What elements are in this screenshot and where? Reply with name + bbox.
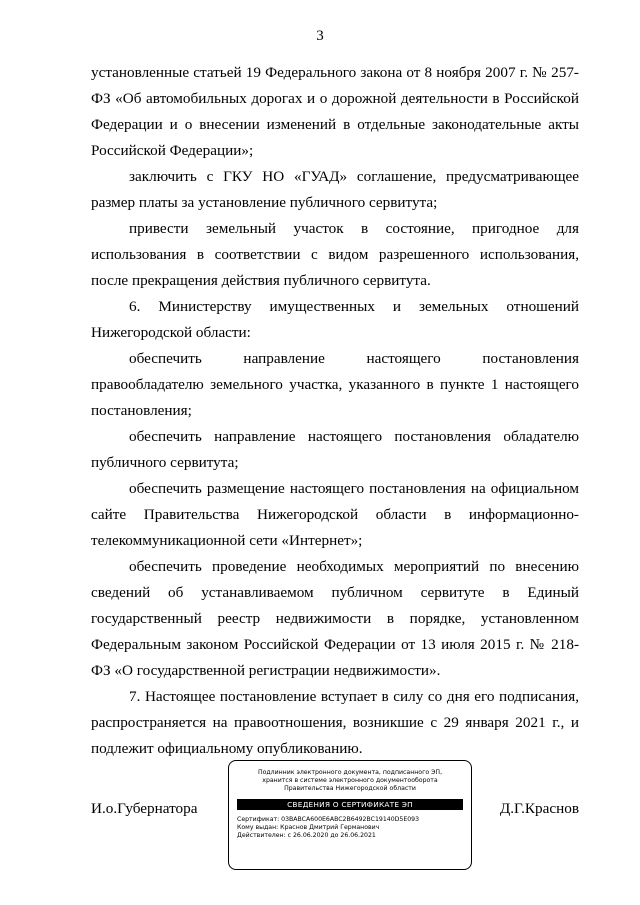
paragraph: обеспечить направление настоящего постановления обладателю публичного сервитута; <box>91 428 579 471</box>
paragraph: 6. Министерству имущественных и земельных отношений Нижегородской области: <box>91 298 579 341</box>
certificate-info-bar: СВЕДЕНИЯ О СЕРТИФИКАТЕ ЭП <box>237 799 463 810</box>
paragraph: обеспечить направление настоящего постановления правообладателю земельного участка, указанного в пункте 1 настоящего постановления; <box>91 350 579 419</box>
page-number: 3 <box>316 28 324 44</box>
certificate-validity: Действителен: с 26.06.2020 до 26.06.2021 <box>237 832 376 839</box>
stamp-header <box>229 769 471 793</box>
certificate-owner: Кому выдан: Краснов Дмитрий Германович <box>237 824 380 831</box>
signatory-name: Д.Г.Краснов <box>499 800 579 817</box>
paragraph: привести земельный участок в состояние, пригодное для использования в соответствии с видом разрешенного использования, после прекращения действия публичного сервитута. <box>91 220 579 289</box>
document-body <box>91 60 579 762</box>
paragraph: 7. Настоящее постановление вступает в силу со дня его подписания, распространяется на правоотношения, возникшие с 29 января 2021 г., и подлежит официальному опубликованию. <box>91 688 579 757</box>
certificate-details <box>237 816 471 840</box>
paragraph: заключить с ГКУ НО «ГУАД» соглашение, предусматривающее размер платы за установление публичного сервитута; <box>91 168 579 211</box>
paragraph: обеспечить размещение настоящего постановления на официальном сайте Правительства Нижегородской области в информационно-телекоммуникационной сети «Интернет»; <box>91 480 579 549</box>
stamp-header-line: Подлинник электронного документа, подписанного ЭП, <box>257 769 443 776</box>
paragraph: обеспечить проведение необходимых мероприятий по внесению сведений об устанавливаемом публичном сервитуте в Единый государственный реестр недвижимости в порядке, установленном Федеральным законом Российской Федерации от 13 июля 2015 г. № 218-ФЗ «О государственной регистрации недвижимости». <box>91 558 579 679</box>
paragraph: установленные статьей 19 Федерального закона от 8 ноября 2007 г. № 257-ФЗ «Об автомобильных дорогах и о дорожной деятельности в Российской Федерации и о внесении изменений в отдельные законодательные акты Российской Федерации»; <box>91 64 579 159</box>
stamp-header-line: хранится в системе электронного документооборота <box>262 777 438 784</box>
certificate-serial: Сертификат: 03BABCA600E6ABC2B6492BC19140D5E093 <box>237 816 420 823</box>
stamp-header-line: Правительства Нижегородской области <box>284 785 416 792</box>
signatory-title: И.о.Губернатора <box>91 800 198 817</box>
e-signature-stamp <box>228 760 472 870</box>
